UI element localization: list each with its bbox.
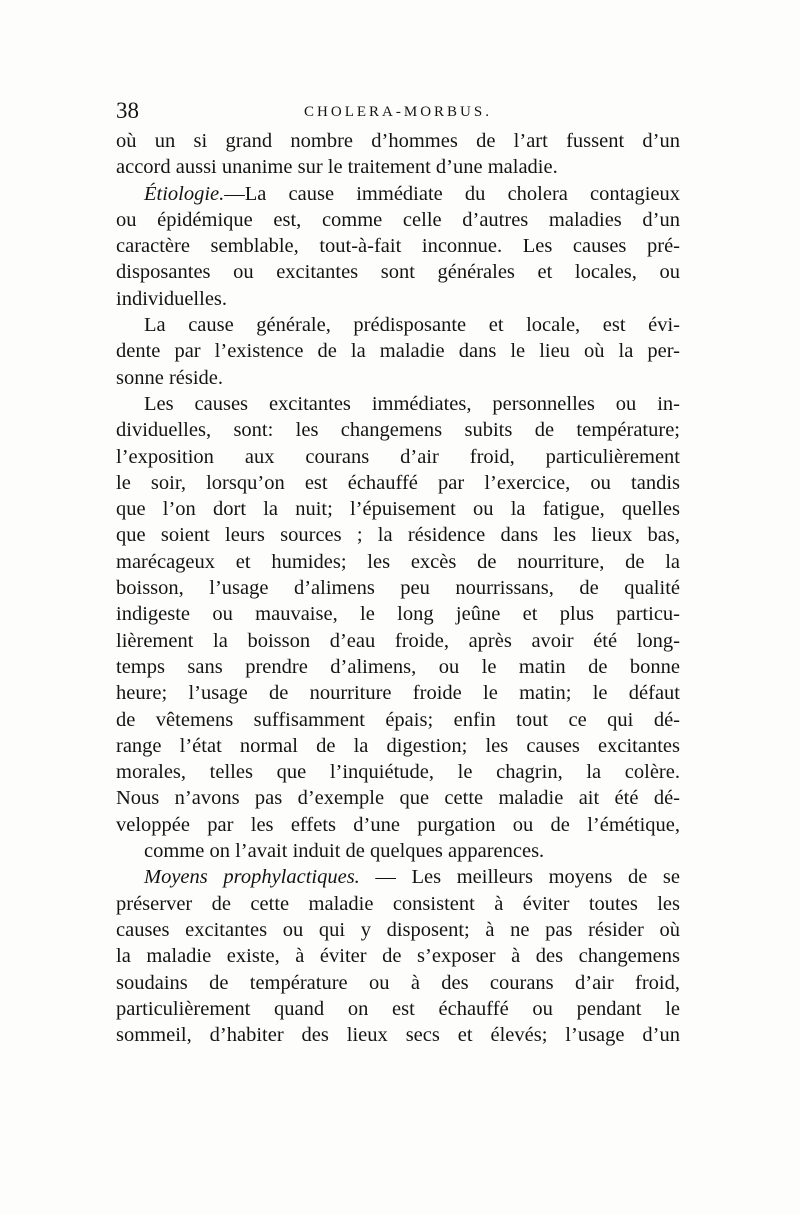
text-line: veloppée par les effets d’une purgation ou de l’émétique, (116, 813, 680, 836)
text-line: de vêtemens suffisamment épais; enfin tout ce qui dé- (116, 708, 680, 731)
text-line: range l’état normal de la digestion; les causes excitantes (116, 734, 680, 757)
text-line: boisson, l’usage d’alimens peu nourrissans, de qualité (116, 577, 680, 600)
text-line: accord aussi unanime sur le traitement d’une maladie. (116, 156, 558, 179)
section-heading-etiologie: Étiologie. (144, 182, 225, 205)
text-line: Les causes excitantes immédiates, personnelles ou in- (144, 392, 680, 415)
text-line: indigeste ou mauvaise, le long jeûne et plus particu- (116, 603, 680, 626)
text-line: Moyens prophylactiques. — Les meilleurs moyens de se (144, 866, 680, 889)
running-title: CHOLERA-MORBUS. (304, 104, 492, 120)
text-line: ou épidémique est, comme celle d’autres maladies d’un (116, 208, 680, 231)
text-line: caractère semblable, tout-à-fait inconnue. Les causes pré- (116, 235, 680, 258)
body-text (116, 128, 680, 1048)
text-line: dividuelles, sont: les changemens subits de température; (116, 419, 680, 442)
text-line: le soir, lorsqu’on est échauffé par l’exercice, ou tandis (116, 471, 680, 494)
text-line: La cause générale, prédisposante et locale, est évi- (144, 314, 680, 337)
text-line: temps sans prendre d’alimens, ou le matin de bonne (116, 655, 680, 678)
section-heading-moyens-prophylactiques: Moyens prophylactiques. (144, 866, 360, 889)
text-line: causes excitantes ou qui y disposent; à ne pas résider où (116, 918, 680, 941)
text-line: Nous n’avons pas d’exemple que cette maladie ait été dé- (116, 787, 680, 810)
text-line: marécageux et humides; les excès de nourriture, de la (116, 550, 680, 573)
text-line: soudains de température ou à des courans d’air froid, (116, 971, 680, 994)
text-line: la maladie existe, à éviter de s’exposer à des changemens (116, 945, 680, 968)
text-line: l’exposition aux courans d’air froid, particulièrement (116, 445, 680, 468)
text-line: Étiologie.—La cause immédiate du cholera contagieux (144, 182, 680, 205)
text-line: lièrement la boisson d’eau froide, après avoir été long- (116, 629, 680, 652)
page-number: 38 (116, 98, 139, 123)
text-line: sommeil, d’habiter des lieux secs et élevés; l’usage d’un (116, 1024, 680, 1047)
text-line: que soient leurs sources ; la résidence dans les lieux bas, (116, 524, 680, 547)
text-line: comme on l’avait induit de quelques apparences. (144, 840, 545, 863)
text-line: particulièrement quand on est échauffé ou pendant le (116, 997, 680, 1020)
text-line: où un si grand nombre d’hommes de l’art fussent d’un (116, 130, 680, 152)
running-head (116, 96, 680, 126)
text-line: préserver de cette maladie consistent à éviter toutes les (116, 892, 680, 915)
text-line: disposantes ou excitantes sont générales et locales, ou (116, 261, 680, 284)
text-line: que l’on dort la nuit; l’épuisement ou la fatigue, quelles (116, 498, 680, 521)
text-line: dente par l’existence de la maladie dans le lieu où la per- (116, 340, 680, 363)
text-line: morales, telles que l’inquiétude, le chagrin, la colère. (116, 761, 680, 784)
text-line: heure; l’usage de nourriture froide le matin; le défaut (116, 682, 680, 705)
text-line: individuelles. (116, 287, 228, 310)
text-line: sonne réside. (116, 366, 224, 389)
